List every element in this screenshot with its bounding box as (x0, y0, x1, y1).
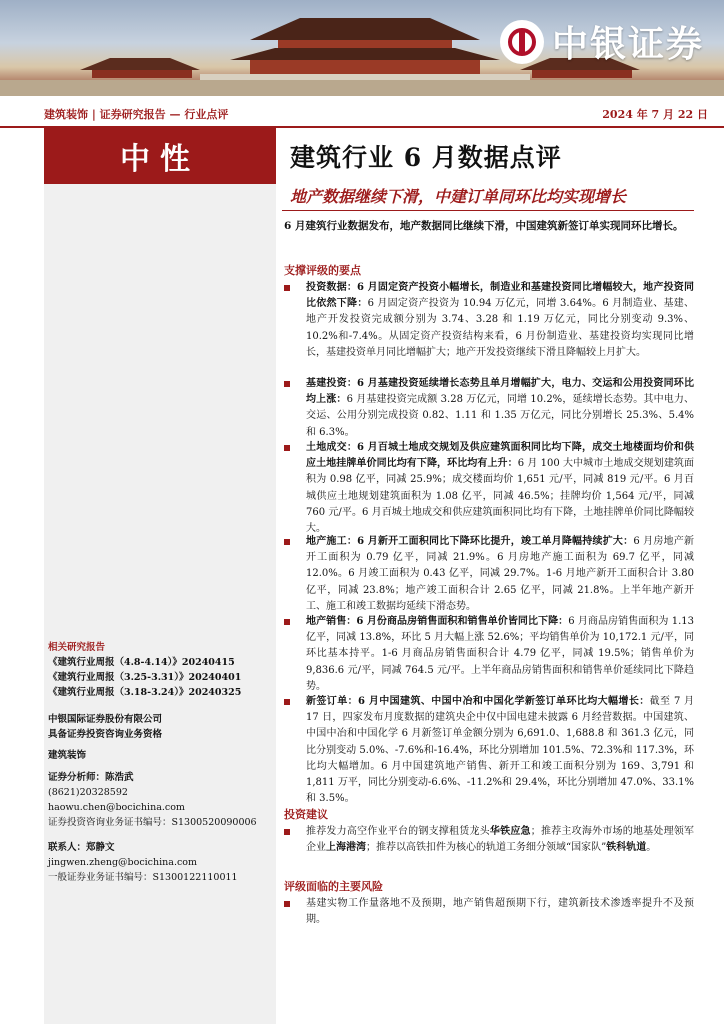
point-heading: 地产销售：6 月份商品房销售面积和销售单价皆同比下降： (306, 616, 569, 627)
advice-company: 上海港湾 (326, 842, 366, 854)
contact-name: 联系人：郑静文 (48, 842, 115, 853)
company-info (48, 712, 274, 742)
analyst-cert: 证券投资咨询业务证书编号：S1300520090006 (48, 817, 257, 828)
brand-name: 中银证券 (551, 24, 704, 65)
header-banner (0, 0, 724, 96)
point-body: 6 月 100 大中城市土地成交规划建筑面积为 0.98 亿平，同减 25.9%；成交楼面均价 1,651 元/平，同减 819 元/平。6 月百城供应土地规划建筑面积为 1.08 亿平，同减 46.5%；挂牌均价 1,564 元/平，同减 760 元/平。6 月百城土地成交和供应建筑面积同比均有下降，土地挂牌单价同比降幅较大。 (306, 458, 694, 535)
point-body: 6 月基建投资完成额 3.28 万亿元，同增 10.2%，延续增长态势。其中电力、交运、公用分别完成投资 0.82、1.11 和 1.35 万亿元，同比分别增长 25.3%、5.4%和 6.3%。 (306, 394, 694, 438)
analyst-email[interactable]: haowu.chen@bocichina.com (48, 802, 185, 813)
contact-cert: 一般证券业务证书编号：S1300122110011 (48, 872, 238, 883)
contact-info (48, 840, 274, 885)
subtitle-divider (282, 210, 694, 211)
list-item (284, 694, 694, 807)
related-report-link[interactable]: 《建筑行业周报（3.18-3.24）》20240325 (48, 687, 242, 698)
analyst-name: 证券分析师：陈浩武 (48, 772, 134, 783)
risk-text: 基建实物工作量落地不及预期，地产销售超预期下行，建筑新技术渗透率提升不及预期。 (306, 898, 694, 926)
related-reports (48, 640, 274, 700)
related-title: 相关研究报告 (48, 642, 106, 653)
point-heading: 土地成交：6 月百城土地成交规划及供应建筑面积同比均下降，成交土地楼面均价和供应土地挂牌单价同比均有下降，环比均有上升： (306, 442, 694, 470)
advice-company: 铁科轨道 (606, 842, 647, 854)
list-item (284, 280, 694, 361)
advice-company: 华铁应急 (489, 826, 531, 837)
bullet-square-icon (284, 699, 290, 705)
point-body: 6 月固定资产投资为 10.94 万亿元，同增 3.64%。6 月制造业、基建、地产开发投资完成额分别为 3.74、3.28 和 1.19 万亿元，同比分别变动 9.3%、10.2%和-7.4%。从固定资产投资结构来看，6 月份制造业、基建投资均实现同比增长，基建投资单月同比增幅扩大；地产开发投资继续下滑且降幅较上月扩大。 (306, 298, 695, 358)
info-bar (44, 104, 708, 124)
company-qualification: 具备证券投资咨询业务资格 (48, 729, 163, 740)
rating-badge: 中性 (44, 128, 276, 184)
list-item (284, 614, 694, 695)
section-advice: 投资建议 (284, 808, 328, 821)
point-heading: 地产施工：6 月新开工面积同比下降环比提升，竣工单月降幅持续扩大： (306, 536, 634, 547)
bullet-square-icon (284, 901, 290, 907)
report-title: 建筑行业 6 月数据点评 (290, 143, 562, 172)
advice-text: ；推荐主攻海外市场的地基处理领军企业 (306, 826, 695, 854)
point-body: 截至 7 月 17 日，四家发布月度数据的建筑央企中仅中国电建未披露 6 月经营数据。中国建筑、中国中冶和中国化学 6 月新签订单金额分别为 6,691.0、1,688.8 和 361.3 亿元，同比分别变动 5.0%、-7.6%和-16.4%，环比分别增加 101.5%、72.3%和 117.3%，环比均大幅增加。6 月中国建筑地产销售、新开工和竣工面积分别为 169、3,791 和 1,811 万平，同比分别变动-6.6%、-11.2%和 29.4%，环比分别增加 47.0%、33.1%和 3.5%。 (306, 696, 694, 805)
section-risk: 评级面临的主要风险 (284, 880, 383, 893)
list-item (284, 376, 694, 441)
related-report-link[interactable]: 《建筑行业周报（3.25-3.31）》20240401 (48, 672, 242, 683)
analyst-info (48, 770, 274, 830)
bullet-square-icon (284, 445, 290, 451)
report-subtitle: 地产数据继续下滑，中建订单同环比均实现增长 (290, 187, 627, 206)
list-item (284, 896, 694, 928)
point-body: 6 月商品房销售面积为 1.13 亿平，同减 13.8%，环比 5 月大幅上涨 52.6%；平均销售单价为 10,172.1 元/平，同环比基本持平。1-6 月商品房销售面积合计 4.79 亿平，同减 19.5%；销售单价为 9,836.6 元/平，同减 764.5 元/平。上半年商品房销售面积和销售单价延续同比下降趋势。 (306, 616, 694, 692)
point-heading: 基建投资：6 月基建投资延续增长态势且单月增幅扩大，电力、交运和公用投资同环比均上涨： (306, 378, 694, 406)
bullet-square-icon (284, 285, 290, 291)
bullet-square-icon (284, 539, 290, 545)
boc-logo-icon (500, 20, 544, 64)
section-support: 支撑评级的要点 (284, 264, 361, 277)
industry-label: 建筑装饰 (48, 750, 87, 761)
advice-text: 。 (646, 842, 657, 854)
list-item (284, 440, 694, 537)
analyst-phone: (8621)20328592 (48, 787, 128, 798)
breadcrumb: 建筑装饰 | 证券研究报告 — 行业点评 (44, 108, 229, 121)
point-heading: 新签订单：6 月中国建筑、中国中冶和中国化学新签订单环比均大幅增长： (306, 696, 650, 707)
bullet-square-icon (284, 381, 290, 387)
report-date: 2024 年 7 月 22 日 (602, 108, 708, 121)
report-lead: 6 月建筑行业数据发布，地产数据同比继续下滑，中国建筑新签订单实现同环比增长。 (284, 220, 684, 232)
point-heading: 投资数据：6 月固定资产投资小幅增长，制造业和基建投资同比增幅较大，地产投资同比依然下降： (306, 282, 694, 310)
advice-text: 推荐发力高空作业平台的钢支撑租赁龙头 (306, 826, 490, 837)
list-item (284, 824, 694, 856)
related-report-link[interactable]: 《建筑行业周报（4.8-4.14）》20240415 (48, 657, 235, 668)
bullet-square-icon (284, 619, 290, 625)
industry-label-block (48, 748, 274, 763)
sidebar (44, 128, 276, 1024)
brand-logo (500, 16, 704, 67)
contact-email[interactable]: jingwen.zheng@bocichina.com (48, 857, 198, 868)
company-name: 中银国际证券股份有限公司 (48, 714, 163, 725)
advice-text: ；推荐以高铁扣件为核心的轨道工务细分领域“国家队” (366, 842, 607, 854)
list-item (284, 534, 694, 615)
bullet-square-icon (284, 829, 290, 835)
point-body: 6 月房地产新开工面积为 0.79 亿平，同减 21.9%。6 月房地产施工面积为 69.7 亿平，同减 12.0%。6 月竣工面积为 0.43 亿平，同减 29.7%。1-6 月地产新开工面积合计 3.80 亿平，同减 23.8%；地产竣工面积合计 2.65 亿平，同减 21.8%。上半年地产新开工、施工和竣工数据均延续下滑态势。 (306, 536, 694, 612)
